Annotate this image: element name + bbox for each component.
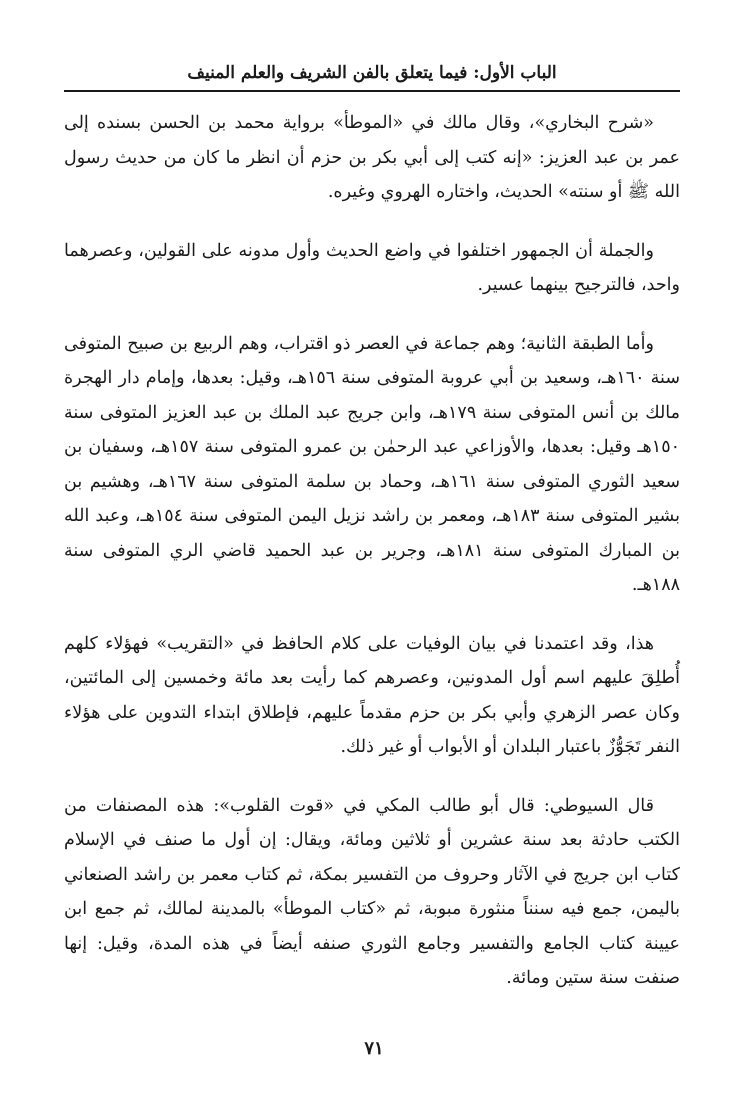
page-number: ٧١: [364, 1038, 384, 1059]
paragraph-suyuti-quote: قال السيوطي: قال أبو طالب المكي في «قوت القلوب»: هذه المصنفات من الكتب حادثة بعد سنة عشرين أو ثلاثين ومائة، ويقال: إن أول ما صنف في الإسلام كتاب ابن جريج في الآثار وحروف من التفسير بمكة، ثم كتاب معمر بن راشد الصنعاني باليمن، جمع فيه سنناً منثورة مبوبة، ثم «كتاب الموطأ» بالمدينة لمالك، ثم جمع ابن عيينة كتاب الجامع والتفسير وجامع الثوري صنفه أيضاً في هذه المدة، وقيل: إنها صنفت سنة ستين ومائة.: [64, 795, 680, 988]
paragraph-second-generation: وأما الطبقة الثانية؛ وهم جماعة في العصر ذو اقتراب، وهم الربيع بن صبيح المتوفى سنة ١٦٠هـ، وسعيد بن أبي عروبة المتوفى سنة ١٥٦هـ، وقيل: بعدها، وإمام دار الهجرة مالك بن أنس المتوفى سنة ١٧٩هـ، وابن جريج عبد الملك بن عبد العزيز المتوفى سنة ١٥٠هـ وقيل: بعدها، والأوزاعي عبد الرحمٰن بن عمرو المتوفى سنة ١٥٧هـ، وسفيان بن سعيد الثوري المتوفى سنة ١٦١هـ، وحماد بن سلمة المتوفى سنة ١٦٧هـ، وهشيم بن بشير المتوفى سنة ١٨٣هـ، ومعمر بن راشد نزيل اليمن المتوفى سنة ١٥٤هـ، وعبد الله بن المبارك المتوفى سنة ١٨١هـ، وجرير بن عبد الحميد قاضي الري المتوفى سنة ١٨٨هـ.: [64, 333, 681, 595]
running-header: الباب الأول: فيما يتعلق بالفن الشريف والعلم المنيف: [187, 63, 557, 83]
book-page: [64, 58, 680, 1020]
header-rule: [64, 90, 680, 92]
body-text: [64, 106, 680, 996]
paragraph-sharh-al-bukhari: «شرح البخاري»، وقال مالك في «الموطأ» برواية محمد بن الحسن بسنده إلى عمر بن عبد العزيز: «إنه كتب إلى أبي بكر بن حزم أن انظر ما كان من حديث رسول الله ﷺ أو سنته» الحديث، واختاره الهروي وغيره.: [64, 113, 680, 202]
paragraph-summary: والجملة أن الجمهور اختلفوا في واضع الحديث وأول مدونه على القولين، وعصرهما واحد، فالترجيح بينهما عسير.: [64, 240, 680, 295]
paragraph-death-dates: هذا، وقد اعتمدنا في بيان الوفيات على كلام الحافظ في «التقريب» فهؤلاء كلهم أُطلِقَ عليهم اسم أول المدونين، وعصرهم كما رأيت بعد مائة وخمسين إلى المائتين، وكان عصر الزهري وأبي بكر بن حزم مقدماً عليهم، فإطلاق ابتداء التدوين على هؤلاء النفر تَجَوُّزٌ باعتبار البلدان أو الأبواب أو غير ذلك.: [64, 633, 680, 757]
